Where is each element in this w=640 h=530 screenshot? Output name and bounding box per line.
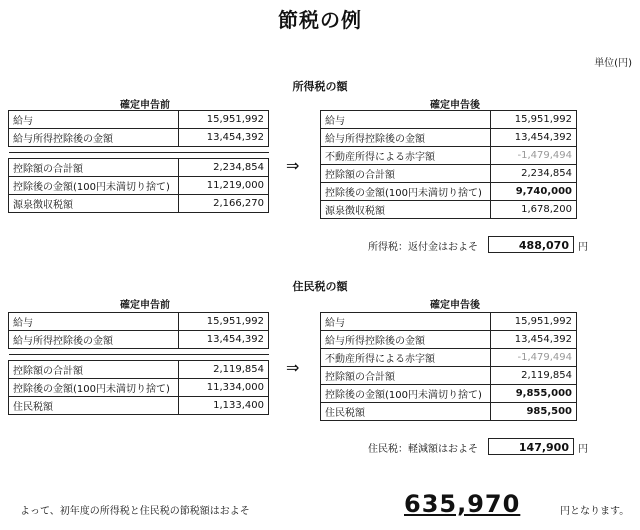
row-label: 控除後の金額(100円未満切り捨て) — [321, 183, 491, 201]
row-value: 11,334,000 — [179, 379, 269, 397]
row-label: 住民税額 — [321, 403, 491, 421]
row-label: 不動産所得による赤字額 — [321, 147, 491, 165]
row-value: 9,855,000 — [491, 385, 577, 403]
table-row — [9, 111, 269, 129]
table-row — [9, 177, 269, 195]
resident-result-unit: 円 — [578, 444, 588, 455]
row-label: 住民税額 — [9, 397, 179, 415]
table-row — [9, 379, 269, 397]
row-value: 15,951,992 — [179, 111, 269, 129]
table-row — [321, 313, 577, 331]
row-value: 2,234,854 — [179, 159, 269, 177]
row-label: 給与 — [9, 111, 179, 129]
row-label: 控除額の合計額 — [9, 159, 179, 177]
row-label: 給与 — [321, 313, 491, 331]
row-label: 控除後の金額(100円未満切り捨て) — [9, 379, 179, 397]
resident-before-table — [8, 312, 269, 415]
table-row — [321, 201, 577, 219]
table-row — [321, 403, 577, 421]
table-row — [321, 111, 577, 129]
row-label: 控除後の金額(100円未満切り捨て) — [321, 385, 491, 403]
table-row — [321, 129, 577, 147]
row-label: 給与所得控除後の金額 — [9, 331, 179, 349]
unit-label: 単位(円) — [594, 58, 632, 69]
resident-result-value: 147,900 — [488, 438, 574, 455]
table-row — [321, 165, 577, 183]
row-label: 給与 — [321, 111, 491, 129]
resident-after-table — [320, 312, 577, 421]
row-value: 13,454,392 — [491, 129, 577, 147]
table-row — [9, 397, 269, 415]
row-value: 13,454,392 — [491, 331, 577, 349]
row-value: 13,454,392 — [179, 129, 269, 147]
table-row — [9, 313, 269, 331]
row-label: 給与所得控除後の金額 — [321, 331, 491, 349]
row-label: 源泉徴収税額 — [9, 195, 179, 213]
income-before-heading: 確定申告前 — [120, 100, 170, 111]
table-row — [321, 147, 577, 165]
resident-before-heading: 確定申告前 — [120, 300, 170, 311]
income-before-table — [8, 110, 269, 213]
row-label: 給与所得控除後の金額 — [9, 129, 179, 147]
row-label: 給与所得控除後の金額 — [321, 129, 491, 147]
table-row — [9, 195, 269, 213]
income-after-heading: 確定申告後 — [430, 100, 480, 111]
row-label: 控除額の合計額 — [321, 165, 491, 183]
income-after-table — [320, 110, 577, 219]
income-tax-heading: 所得税の額 — [292, 80, 348, 93]
row-value: 985,500 — [491, 403, 577, 421]
table-row — [321, 331, 577, 349]
table-row — [321, 367, 577, 385]
row-value: 9,740,000 — [491, 183, 577, 201]
table-row — [9, 159, 269, 177]
row-value: 15,951,992 — [491, 111, 577, 129]
row-label: 源泉徴収税額 — [321, 201, 491, 219]
resident-result-label: 住民税：軽減額はおよそ — [368, 444, 478, 455]
row-value: -1,479,494 — [491, 147, 577, 165]
table-row — [9, 361, 269, 379]
income-result-label: 所得税：返付金はおよそ — [368, 242, 478, 253]
income-arrow-icon: ⇒ — [286, 156, 300, 175]
table-row — [9, 129, 269, 147]
row-value: 2,234,854 — [491, 165, 577, 183]
row-label: 不動産所得による赤字額 — [321, 349, 491, 367]
row-label: 給与 — [9, 313, 179, 331]
row-value: 1,678,200 — [491, 201, 577, 219]
row-label: 控除額の合計額 — [321, 367, 491, 385]
row-value: 11,219,000 — [179, 177, 269, 195]
row-value: 1,133,400 — [179, 397, 269, 415]
table-row — [321, 183, 577, 201]
row-label: 控除後の金額(100円未満切り捨て) — [9, 177, 179, 195]
row-label: 控除額の合計額 — [9, 361, 179, 379]
income-result-unit: 円 — [578, 242, 588, 253]
summary-suffix: 円となります。 — [560, 506, 630, 517]
row-value: -1,479,494 — [491, 349, 577, 367]
resident-after-heading: 確定申告後 — [430, 300, 480, 311]
row-value: 2,119,854 — [491, 367, 577, 385]
resident-tax-heading: 住民税の額 — [292, 280, 348, 293]
resident-arrow-icon: ⇒ — [286, 358, 300, 377]
page-title: 節税の例 — [278, 8, 362, 32]
summary-prefix: よって、初年度の所得税と住民税の節税額はおよそ — [20, 506, 250, 517]
summary-amount: 635,970 — [404, 490, 521, 518]
row-value: 15,951,992 — [491, 313, 577, 331]
table-row — [321, 385, 577, 403]
row-value: 13,454,392 — [179, 331, 269, 349]
row-value: 15,951,992 — [179, 313, 269, 331]
row-value: 2,119,854 — [179, 361, 269, 379]
table-row — [321, 349, 577, 367]
table-row — [9, 331, 269, 349]
row-value: 2,166,270 — [179, 195, 269, 213]
income-result-value: 488,070 — [488, 236, 574, 253]
